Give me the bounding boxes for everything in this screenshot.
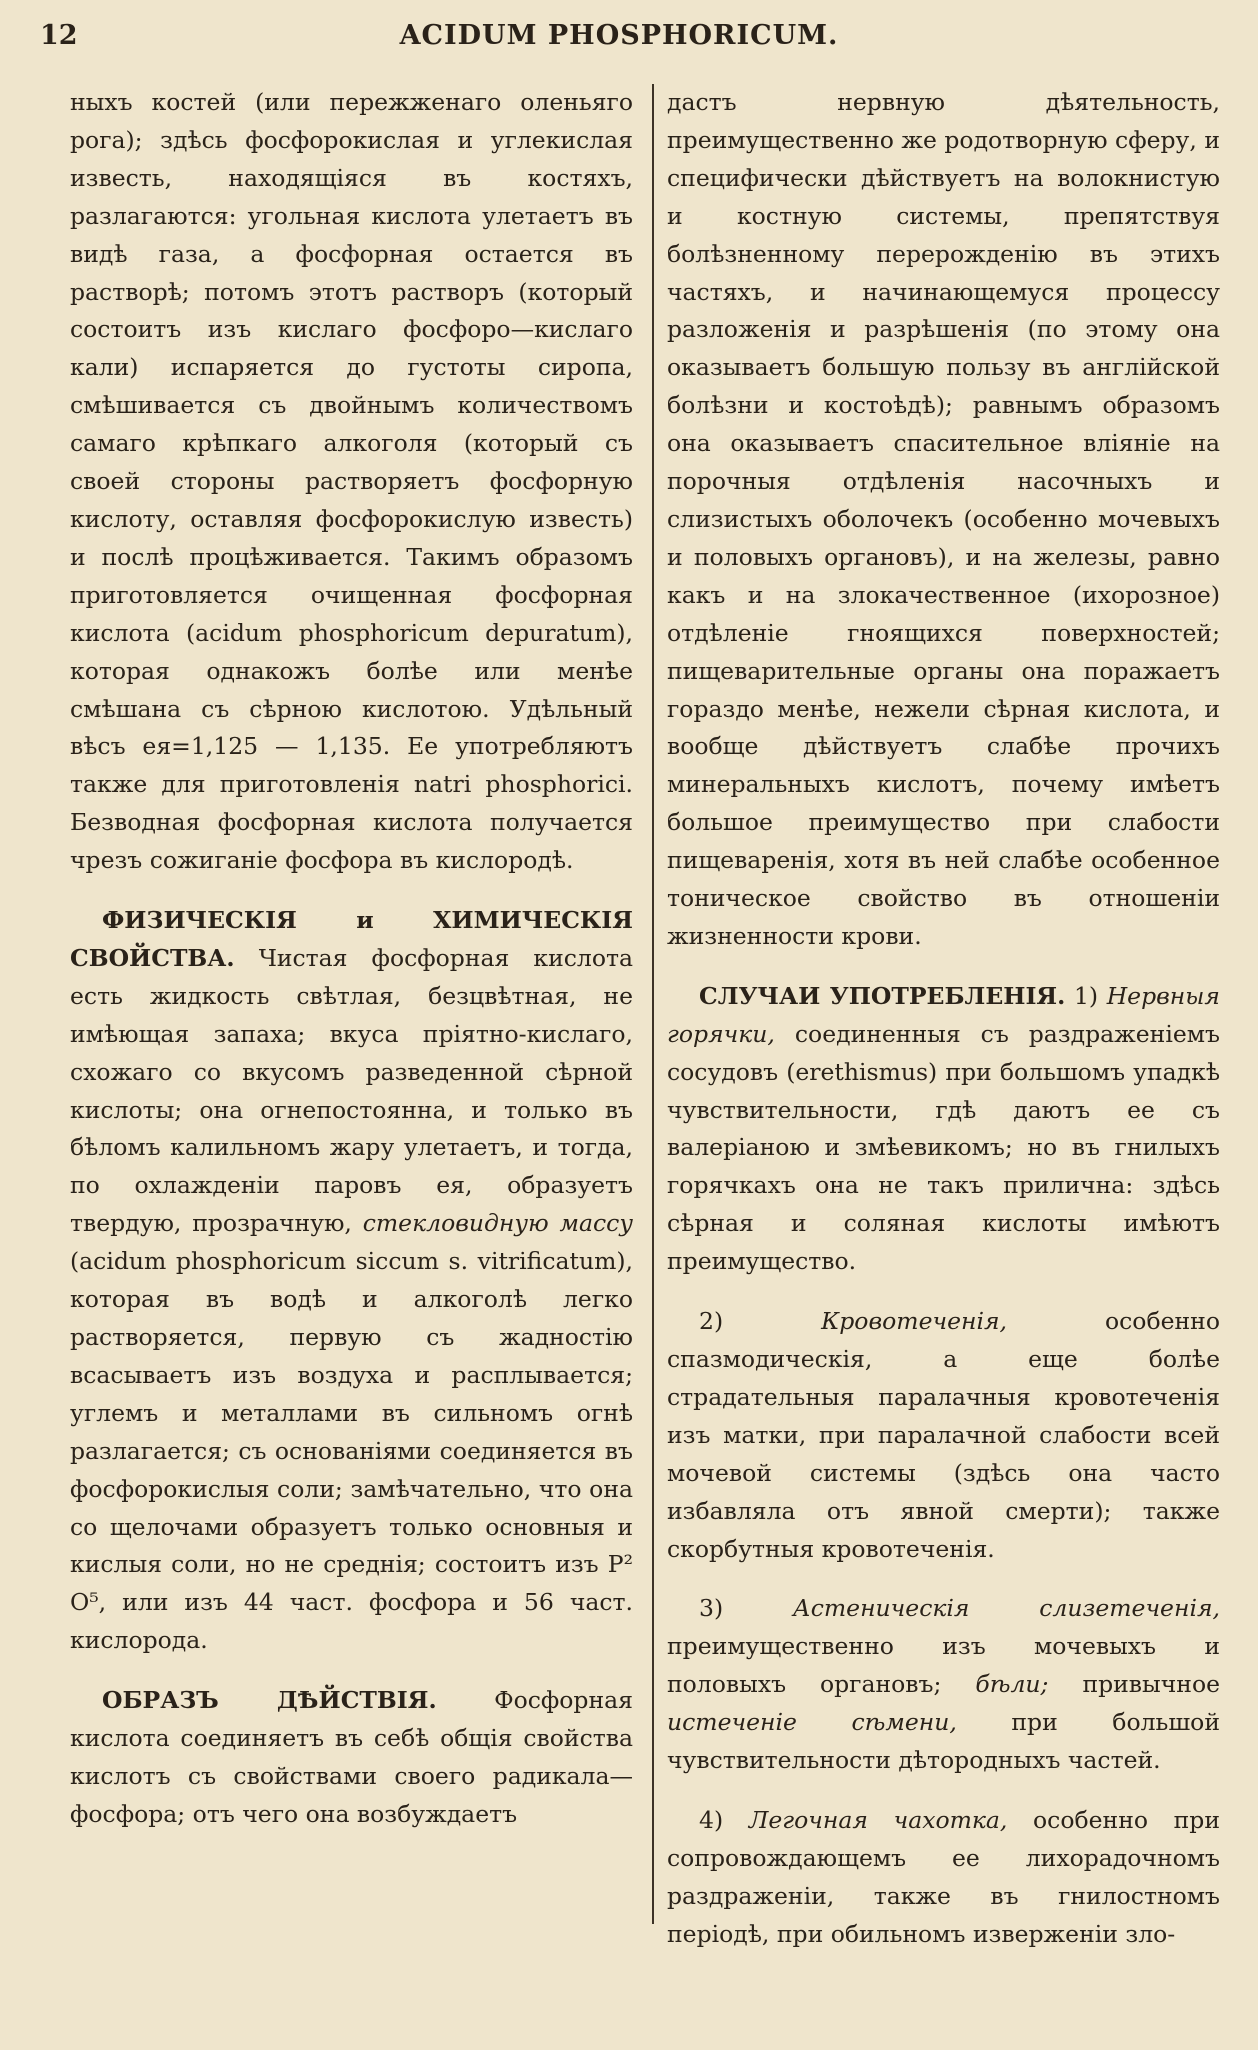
item-emphasis-3b: бѣли; [975, 1670, 1049, 1699]
item-number-1: 1) [1073, 981, 1099, 1010]
item-text-3b: привычное [1082, 1670, 1220, 1699]
indications-paragraph [667, 978, 1220, 1281]
properties-text-a: Чистая фосфорная кислота есть жидкость свѣтлая, безцвѣтная, не имѣющая запаха; вкуса пріятно-кислаго, схожаго со вкусомъ разведенной сѣрной кислоты; она огнепостоянна, и только въ бѣломъ калильномъ жару улетаетъ, и тогда, по охлажденіи паровъ ея, образуетъ твердую, прозрачную, [70, 943, 633, 1238]
indication-item-3 [667, 1590, 1220, 1780]
properties-text-b: (acidum phosphoricum siccum s. vitrificatum), которая въ водѣ и алкоголѣ легко растворяется, первую съ жадностію всасываетъ изъ воздуха и расплывается; углемъ и металлами въ сильномъ огнѣ разлагается; съ основаніями соединяется въ фосфорокислыя соли; замѣчательно, что она со щелочами образуетъ только основныя и кислыя соли, но не среднія; состоитъ изъ P² O⁵, или изъ 44 част. фосфора и 56 част. кислорода. [70, 1247, 633, 1655]
preparation-text: ныхъ костей (или пережженаго оленьяго рога); здѣсь фосфорокислая и углекислая известь, находящіяся въ костяхъ, разлагаются: угольная кислота улетаетъ въ видѣ газа, а фосфорная остается въ растворѣ; потомъ этотъ растворъ (который состоитъ изъ кислаго фосфоро—кислаго кали) испаряется до густоты сиропа, смѣшивается съ двойнымъ количествомъ самаго крѣпкаго алкоголя (который съ своей стороны растворяетъ фосфорную кислоту, оставляя фосфорокислую известь) и послѣ процѣживается. Такимъ образомъ приготовляется очищенная фосфорная кислота (acidum phosphoricum depuratum), которая однакожъ болѣе или менѣе смѣшана съ сѣрною кислотою. Удѣльный вѣсъ ея=1,125 — 1,135. Ее употребляютъ также для приготовленія natri phosphorici. Безводная фосфорная кислота получается чрезъ сожиганіе фосфора въ кислородѣ. [70, 88, 633, 875]
item-title-1: Нервныя горячки, [667, 981, 1220, 1048]
properties-emphasis: стекловидную массу [362, 1209, 633, 1238]
item-number-4: 4) [699, 1805, 724, 1834]
indication-item-2 [667, 1303, 1220, 1568]
left-column [70, 84, 633, 1834]
item-text-4: особенно при сопровождающемъ ее лихорадочномъ раздраженіи, также въ гнилостномъ періодѣ, при обильномъ изверженіи зло- [667, 1805, 1220, 1948]
action-text: Фосфорная кислота соединяетъ въ себѣ общія свойства кислотъ съ свойствами своего радикала—фосфора; отъ чего она возбуждаетъ [70, 1686, 633, 1828]
item-text-3c: при большой чувствительности дѣтородныхъ частей. [667, 1708, 1220, 1775]
section-heading-action: ОБРАЗЪ ДѢЙСТВІЯ. [102, 1686, 437, 1715]
item-number-3: 3) [699, 1594, 724, 1623]
physical-chemical-properties-paragraph [70, 902, 633, 1660]
action-continuation-text: дастъ нервную дѣятельность, преимущественно же родотворную сферу, и специфически дѣйствуетъ на волокнистую и костную системы, препятствуя болѣзненному перерожденію въ этихъ частяхъ, и начинающемуся процессу разложенія и разрѣшенія (по этому она оказываетъ большую пользу въ англійской болѣзни и костоѣдѣ); равнымъ образомъ она оказываетъ спасительное вліяніе на порочныя отдѣленія насочныхъ и слизистыхъ оболочекъ (особенно мочевыхъ и половыхъ органовъ), и на железы, равно какъ и на злокачественное (ихорозное) отдѣленіе гноящихся поверхностей; пищеварительные органы она поражаетъ гораздо менѣе, нежели сѣрная кислота, и вообще дѣйствуетъ слабѣе прочихъ минеральныхъ кислотъ, почему имѣетъ большое преимущество при слабости пищеваренія, хотя въ ней слабѣе особенное тоническое свойство въ отношеніи жизненности крови. [667, 88, 1220, 950]
column-divider [652, 84, 654, 1924]
item-text-2: особенно спазмодическія, а еще болѣе страдательныя паралачныя кровотеченія изъ матки, при паралачной слабости всей мочевой системы (здѣсь она часто избавляла отъ явной смерти); также скорбутныя кровотеченія. [667, 1307, 1220, 1563]
right-column [667, 84, 1220, 1954]
page-number: 12 [40, 20, 78, 51]
section-heading-indications: СЛУЧАИ УПОТРЕБЛЕНІЯ. [699, 981, 1066, 1010]
item-text-1: соединенныя съ раздраженіемъ сосудовъ (erethismus) при большомъ упадкѣ чувствительности, гдѣ даютъ ее съ валеріаною и змѣевикомъ; но въ гнилыхъ горячкахъ она не такъ прилична: здѣсь сѣрная и соляная кислоты имѣютъ преимущество. [667, 1019, 1220, 1276]
mode-of-action-paragraph [70, 1682, 633, 1834]
item-title-4: Легочная чахотка, [748, 1805, 1008, 1834]
running-title: ACIDUM PHOSPHORICUM. [399, 20, 839, 51]
indication-item-4 [667, 1802, 1220, 1954]
item-title-3: Астеническія слизетеченія, [792, 1594, 1220, 1623]
item-emphasis-3c: истеченіе сѣмени, [667, 1708, 957, 1737]
item-title-2: Кровотеченія, [821, 1307, 1008, 1336]
item-number-2: 2) [699, 1307, 724, 1336]
item-text-3a: преимущественно изъ мочевыхъ и половыхъ органовъ; [667, 1632, 1220, 1699]
page-header [40, 20, 1198, 60]
section-heading-properties: ФИЗИЧЕСКІЯ и ХИМИЧЕСКІЯ СВОЙСТВА. [70, 906, 633, 972]
